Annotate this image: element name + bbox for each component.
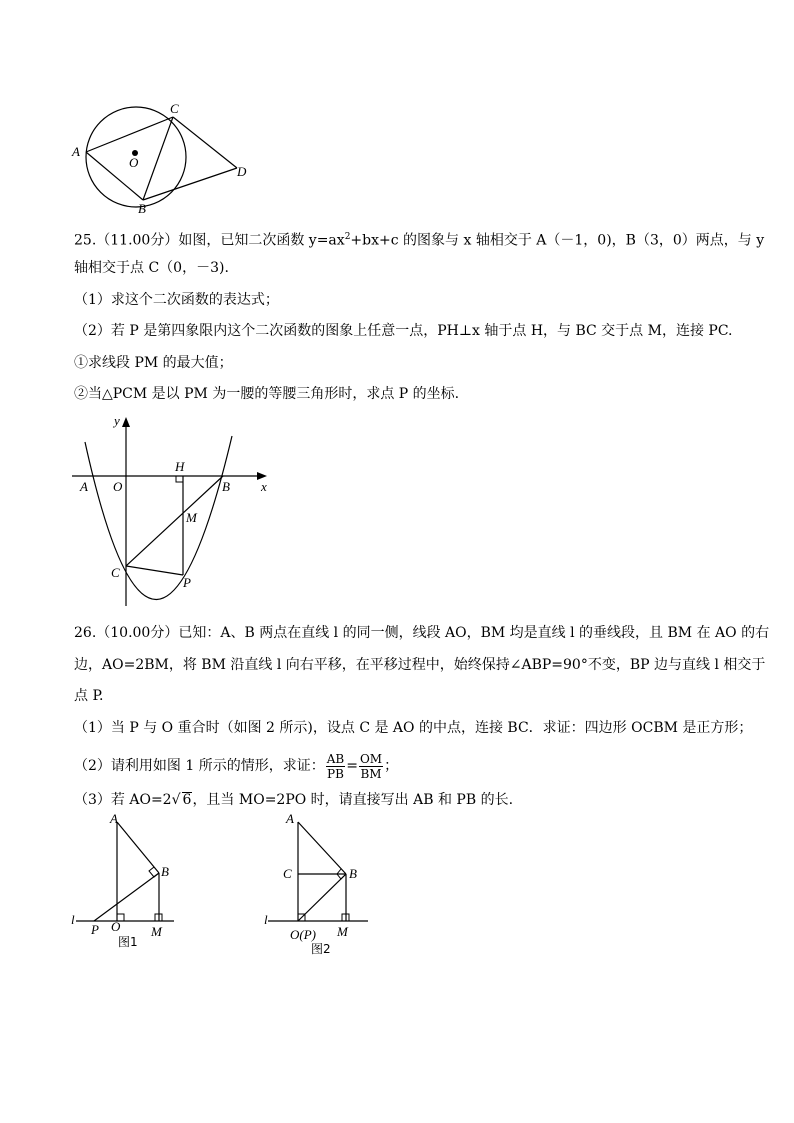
q26-part3 bbox=[74, 790, 513, 810]
label-a: A bbox=[110, 811, 118, 826]
label-c: C bbox=[170, 101, 179, 116]
label-op: O(P) bbox=[290, 927, 316, 942]
q26-part1: （1）当 P 与 O 重合时（如图 2 所示)，设点 C 是 AO 的中点，连接 BC．求证：四边形 OCBM 是正方形； bbox=[74, 720, 753, 736]
label-d: D bbox=[237, 164, 247, 179]
label-c: C bbox=[283, 866, 292, 881]
q26-line1: 26.（10.00分）已知：A、B 两点在直线 l 的同一侧，线段 AO，BM 均是直线 l 的垂线段，且 BM 在 AO 的右 bbox=[74, 625, 770, 641]
sqrt-radicand: 6 bbox=[182, 792, 192, 808]
label-x: x bbox=[261, 479, 267, 494]
label-p: P bbox=[183, 575, 191, 590]
q26-line2: 边，AO=2BM，将 BM 沿直线 l 向右平移，在平移过程中，始终保持∠ABP=90°不变，BP 边与直线 l 相交于 bbox=[74, 657, 766, 673]
label-m: M bbox=[186, 510, 197, 525]
label-b: B bbox=[138, 201, 146, 216]
fraction-om-bm-denominator: BM bbox=[360, 766, 382, 781]
segment-cp bbox=[126, 566, 183, 575]
q25-sub1: ①求线段 PM 的最大值； bbox=[74, 355, 233, 371]
figure-2 bbox=[260, 808, 380, 958]
parabola-curve bbox=[85, 436, 232, 600]
label-m: M bbox=[151, 924, 162, 939]
fraction-om-bm-numerator: OM bbox=[359, 751, 383, 766]
label-a: A bbox=[286, 811, 294, 826]
q25-line1-sup: 2 bbox=[344, 232, 351, 242]
q25-part1: （1）求这个二次函数的表达式； bbox=[74, 292, 279, 308]
label-b: B bbox=[222, 479, 230, 494]
label-o: O bbox=[113, 479, 123, 494]
circle-tangent-figure bbox=[60, 95, 270, 220]
q26-part3-pre: （3）若 AO=2 bbox=[74, 792, 172, 808]
label-c: C bbox=[111, 565, 120, 580]
y-axis-arrow bbox=[122, 417, 130, 427]
fraction-om-bm bbox=[359, 752, 383, 781]
label-o: O bbox=[129, 155, 139, 170]
label-p: P bbox=[91, 922, 99, 937]
q25-line1-pre: 25.（11.00分）如图，已知二次函数 y=ax bbox=[74, 232, 345, 249]
q26-part3-post: ，且当 MO=2PO 时，请直接写出 AB 和 PB 的长. bbox=[192, 792, 514, 808]
sqrt-sign: √ bbox=[171, 792, 181, 808]
label-h: H bbox=[175, 459, 185, 474]
q26-part2-pre: （2）请利用如图 1 所示的情形，求证： bbox=[74, 758, 325, 774]
fraction-ab-pb bbox=[326, 752, 345, 781]
q26-part2 bbox=[74, 751, 398, 781]
right-angle-h bbox=[176, 476, 183, 482]
q25-line1-post: +bx+c 的图象与 x 轴相交于 A（－1，0)，B（3，0）两点，与 y bbox=[350, 232, 765, 249]
parabola-figure bbox=[70, 410, 280, 610]
figure-1 bbox=[68, 808, 188, 958]
fraction-ab-pb-numerator: AB bbox=[326, 751, 345, 766]
segment-ac bbox=[86, 117, 173, 152]
fraction-ab-pb-denominator: PB bbox=[327, 766, 344, 781]
label-b: B bbox=[349, 866, 357, 881]
label-a: A bbox=[72, 144, 80, 159]
q25-line2: 轴相交于点 C（0，－3). bbox=[74, 260, 229, 276]
q26-part2-post: ； bbox=[384, 758, 399, 774]
segment-cd bbox=[173, 117, 237, 168]
label-l: l bbox=[71, 912, 75, 927]
q25-line1 bbox=[74, 227, 764, 251]
label-o: O bbox=[111, 919, 121, 934]
segment-ab bbox=[117, 822, 159, 873]
label-y: y bbox=[114, 413, 120, 428]
caption-figure-1: 图1 bbox=[118, 935, 138, 949]
fraction-equals: = bbox=[346, 758, 358, 774]
caption-figure-2: 图2 bbox=[311, 942, 331, 956]
segment-bp bbox=[94, 873, 159, 921]
label-l: l bbox=[264, 912, 268, 927]
label-b: B bbox=[161, 864, 169, 879]
q25-part2: （2）若 P 是第四象限内这个二次函数的图象上任意一点，PH⊥x 轴于点 H，与 BC 交于点 M，连接 PC. bbox=[74, 323, 733, 339]
segment-ab bbox=[298, 822, 346, 874]
segment-bd bbox=[143, 168, 237, 200]
label-m: M bbox=[337, 924, 348, 939]
label-a: A bbox=[80, 479, 88, 494]
segment-bc bbox=[143, 117, 173, 200]
q26-line3: 点 P. bbox=[74, 688, 104, 704]
q25-sub2: ②当△PCM 是以 PM 为一腰的等腰三角形时，求点 P 的坐标. bbox=[74, 386, 460, 402]
